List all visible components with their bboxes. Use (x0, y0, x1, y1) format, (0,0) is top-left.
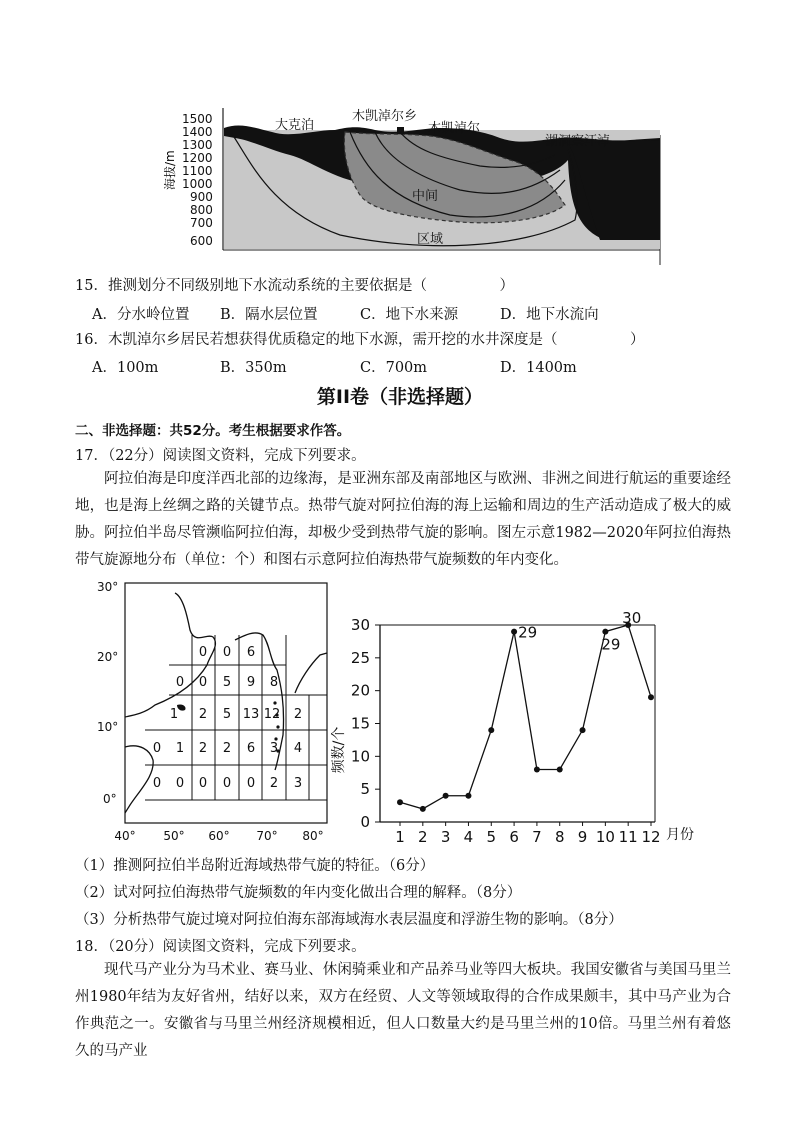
cell-value: 2 (198, 741, 208, 756)
q17-sub1: （1）推测阿拉伯半岛附近海域热带气旋的特征。（6分） (75, 858, 435, 874)
cell-value: 1 (169, 707, 179, 722)
cell-value: 0 (222, 776, 232, 791)
x-tick-label: 2 (418, 828, 428, 846)
x-tick-label: 6 (509, 828, 519, 846)
y-tick-label: 5 (360, 780, 370, 799)
q15-option-d: D．地下水流向 (500, 307, 599, 323)
cyclone-source-map (95, 575, 335, 845)
lon-label: 80° (302, 829, 324, 843)
q15-stem: 15．推测划分不同级别地下水流动系统的主要依据是（ ） (75, 278, 514, 294)
cell-value: 2 (269, 776, 279, 791)
cell-value: 2 (293, 707, 303, 722)
x-tick-label: 3 (440, 828, 451, 846)
y-tick: 1300 (182, 138, 213, 152)
q17-sub2: （2）试对阿拉伯海热带气旋频数的年内变化做出合理的解释。（8分） (75, 885, 522, 901)
cyclone-frequency-chart (325, 600, 705, 850)
x-tick-label: 5 (486, 828, 497, 846)
q17-sub3: （3）分析热带气旋过境对阿拉伯海东部海域海水表层温度和浮游生物的影响。（8分） (75, 912, 623, 928)
section-intro: 二、非选择题：共52分。考生根据要求作答。 (75, 423, 351, 439)
section-title: 第II卷（非选择题） (316, 386, 484, 408)
y-tick: 900 (190, 190, 213, 204)
cell-value: 2 (198, 707, 208, 722)
cell-value: 0 (152, 741, 162, 756)
x-tick-label: 9 (577, 828, 588, 846)
y-axis-label: 海拔/m (163, 150, 177, 190)
lon-label: 70° (256, 829, 278, 843)
q15-option-a: A．分水岭位置 (92, 307, 190, 323)
q15-option-b: B．隔水层位置 (220, 307, 318, 323)
label-lake: 湖洞察汗淖 (545, 134, 611, 149)
x-tick-label: 1 (395, 828, 405, 846)
data-point (602, 629, 608, 635)
y-tick: 1100 (182, 164, 213, 178)
cell-value: 0 (246, 776, 256, 791)
label-dakebo: 大克泊 (275, 118, 315, 133)
y-tick: 600 (190, 234, 213, 248)
q15-option-c: C．地下水来源 (360, 307, 459, 323)
cell-value: 0 (175, 675, 185, 690)
cell-value: 3 (293, 776, 303, 791)
q16-option-d: D．1400m (500, 360, 577, 376)
q16-option-b: B．350m (220, 360, 287, 376)
y-tick-label: 30 (350, 616, 370, 634)
y-tick: 1500 (182, 112, 213, 126)
cell-value: 0 (198, 675, 208, 690)
y-tick: 800 (190, 203, 213, 217)
data-label: 29 (518, 623, 538, 642)
data-point (580, 727, 586, 733)
cell-value: 0 (175, 776, 185, 791)
y-axis-label: 频数/个 (331, 726, 347, 774)
data-label: 29 (601, 635, 621, 654)
x-tick-label: 10 (595, 828, 615, 846)
cell-value: 13 (242, 707, 260, 722)
y-tick: 1400 (182, 125, 213, 139)
cell-value: 5 (222, 675, 232, 690)
y-tick-label: 20 (350, 681, 370, 700)
data-point (511, 629, 517, 635)
elevation-axis (182, 112, 213, 248)
data-point (420, 806, 426, 812)
x-tick-label: 4 (463, 828, 474, 846)
lat-label: 30° (97, 580, 119, 594)
q18-head: 18．（20分）阅读图文资料，完成下列要求。 (75, 939, 366, 955)
y-tick: 1000 (182, 177, 213, 191)
label-middle: 中间 (412, 189, 439, 204)
lon-label: 40° (114, 829, 136, 843)
x-tick-label: 11 (618, 828, 638, 846)
x-axis-label: 月份 (666, 827, 694, 843)
q16-stem: 16．木凯淖尔乡居民若想获得优质稳定的地下水源，需开挖的水井深度是（ ） (75, 332, 645, 348)
cell-value: 12 (263, 707, 281, 722)
y-tick: 700 (190, 216, 213, 230)
data-point (443, 793, 449, 799)
lon-label: 60° (208, 829, 230, 843)
data-point (534, 766, 540, 772)
y-tick-label: 10 (350, 747, 370, 766)
x-tick-label: 8 (554, 828, 565, 846)
cell-value: 2 (222, 741, 232, 756)
data-label: 30 (622, 609, 642, 627)
cell-value: 6 (246, 645, 256, 660)
cell-value: 9 (246, 675, 256, 690)
cell-value: 0 (198, 645, 208, 660)
lat-label: 10° (97, 720, 119, 734)
lat-label: 0° (103, 792, 117, 806)
cell-value: 0 (152, 776, 162, 791)
cell-value: 0 (198, 776, 208, 791)
cell-value: 3 (269, 741, 279, 756)
data-point (397, 799, 403, 805)
q17-paragraph: 阿拉伯海是印度洋西北部的边缘海，是亚洲东部及南部地区与欧洲、非洲之间进行航运的重要途经地，也是海上丝绸之路的关键节点。热带气旋对阿拉伯海的海上运输和周边的生产活动造成了极大的威胁。阿拉伯半岛尽管濒临阿拉伯海，却极少受到热带气旋的影响。图左示意1982—2020年阿拉伯海热带气旋源地分布（单位：个）和图右示意阿拉伯海热带气旋频数的年内变化。 (75, 471, 731, 568)
q18-paragraph: 现代马产业分为马术业、赛马业、休闲骑乘业和产品养马业等四大板块。我国安徽省与美国马里兰州1980年结为友好省州，结好以来，双方在经贸、人文等领域取得的合作成果颇丰，其中马产业为合作典范之一。安徽省与马里兰州经济规模相近，但人口数量大约是马里兰州的10倍。马里兰州有着悠久的马产业 (75, 962, 731, 1059)
q16-option-a: A．100m (92, 360, 159, 376)
town-marker (397, 127, 404, 134)
cell-value: 5 (222, 707, 232, 722)
groundwater-cross-section (160, 100, 670, 265)
label-mukainaoer: 木凯淖尔 (428, 121, 481, 136)
label-town: 木凯淖尔乡 (352, 109, 418, 124)
data-point (557, 766, 563, 772)
cell-value: 4 (293, 741, 303, 756)
y-tick-label: 15 (350, 714, 370, 733)
data-point (648, 694, 654, 700)
x-tick-label: 12 (641, 828, 661, 846)
y-tick-label: 0 (360, 813, 370, 831)
y-tick: 1200 (182, 151, 213, 165)
data-point (465, 793, 471, 799)
q16-option-c: C．700m (360, 360, 428, 376)
cell-value: 8 (269, 675, 279, 690)
cell-value: 0 (222, 645, 232, 660)
data-point (488, 727, 494, 733)
x-tick-label: 7 (532, 828, 542, 846)
label-region: 区域 (417, 232, 444, 247)
lat-label: 20° (97, 650, 119, 664)
q17-head: 17．（22分）阅读图文资料，完成下列要求。 (75, 448, 366, 464)
lon-label: 50° (163, 829, 185, 843)
cell-value: 6 (246, 741, 256, 756)
cell-value: 1 (175, 741, 185, 756)
y-tick-label: 25 (350, 648, 370, 667)
